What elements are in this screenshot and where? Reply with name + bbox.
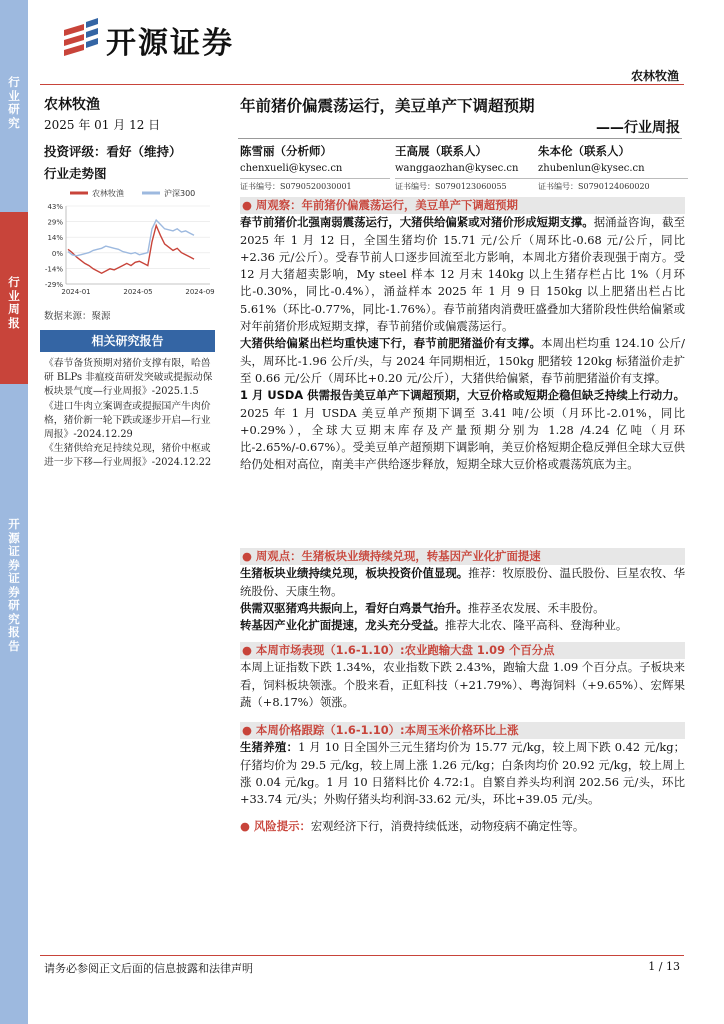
analyst-email[interactable]: chenxueli@kysec.cn bbox=[240, 163, 343, 174]
side-strip-bottom bbox=[0, 384, 28, 1024]
section-heading-text: 本周价格跟踪（1.6-1.10）:本周玉米价格环比上涨 bbox=[255, 723, 519, 737]
paragraph-text: 推荐圣农发展、禾丰股份。 bbox=[467, 600, 605, 615]
y-tick-label: 0% bbox=[51, 249, 63, 258]
y-tick-label: 29% bbox=[47, 218, 63, 227]
trend-title: 行业走势图 bbox=[44, 166, 107, 181]
trend-chart-svg bbox=[40, 186, 215, 306]
risk-text: 宏观经济下行，消费持续低迷，动物疫病不确定性等。 bbox=[310, 819, 585, 833]
paragraph-lead: 转基因产业化扩面提速，龙头充分受益。 bbox=[240, 618, 446, 633]
series-line bbox=[68, 220, 194, 256]
analyst-card bbox=[395, 143, 545, 192]
brand-logo bbox=[62, 16, 292, 66]
paragraph-lead: 生猪板块业绩持续兑现，板块投资价值显现。 bbox=[240, 566, 469, 581]
section-heading-text: 周观察：年前猪价偏震荡运行，美豆单产下调超预期 bbox=[255, 198, 518, 212]
legend-label: 沪深300 bbox=[164, 189, 196, 198]
analyst-name: 陈雪丽（分析师） bbox=[240, 144, 332, 158]
x-tick-label: 2024-09 bbox=[185, 288, 215, 296]
paragraph bbox=[240, 214, 685, 335]
paragraph bbox=[240, 387, 685, 473]
brand-name: 开源证券 bbox=[106, 26, 234, 61]
side-label-weekly: 行业周报 bbox=[8, 275, 20, 330]
section-heading: ● 本周价格跟踪（1.6-1.10）:本周玉米价格环比上涨 bbox=[240, 722, 685, 739]
paragraph-lead: 生猪养殖： bbox=[240, 740, 299, 755]
analyst-card bbox=[240, 143, 390, 192]
paragraph-text: 据涌益咨询，截至 2025 年 1 月 12 日，全国生猪均价 15.71 元/公斤（周环比-0.68 元/公斤，同比+2.36 元/公斤）。受春节前人口逐步回流至北方影响，本周北方猪价表现强于南方。受 12 月大猪超卖影响，My steel 样本 12 月末 140kg 以上生猪存栏占比 1%（月环比-0.30%，同比-0.4%），涌益样本 2025 年 1 月 9 日 150kg 以上肥猪出栏占比 5.61%（环比-0.77%，同比-1.76%）。春节前猪肉消费旺盛叠加大猪阶段性供给偏紧或对年前猪价形成短期支撑，春节前猪价或偏震荡运行。 bbox=[240, 215, 685, 334]
report-title: 年前猪价偏震荡运行，美豆单产下调超预期 bbox=[240, 97, 535, 115]
paragraph-lead: 1 月 USDA 供需报告美豆单产下调超预期，大豆价格或短期企稳但缺乏持续上行动力。 bbox=[240, 388, 685, 403]
legend-label: 农林牧渔 bbox=[92, 189, 124, 198]
analyst-card bbox=[538, 143, 688, 192]
paragraph-text: 2025 年 1 月 USDA 美豆单产预期下调至 3.41 吨/公顷（月环比-2.01%，同比+0.29%），全球大豆期末库存及产量预期分别为 1.28 /4.24 亿吨（月环比-2.65%/-0.67%）。受美豆单产超预期下调影响，美豆价格短期企稳反弹但全球大豆供给仍处相对高位，南美丰产供给逐步释放，短期全球大豆价格或震荡筑底为主。 bbox=[240, 405, 685, 472]
series-line bbox=[68, 226, 194, 274]
y-tick-label: 14% bbox=[47, 234, 63, 243]
paragraph-text: 推荐大北农、隆平高科、登海种业。 bbox=[445, 618, 628, 633]
paragraph bbox=[240, 739, 685, 808]
related-report-link[interactable]: 《春节备货预期对猪价支撑有限，哈兽研 BLPs 非瘟疫苗研发突破或提振动保板块景气度—行业周报》-2025.1.5 bbox=[44, 358, 213, 398]
y-tick-label: 43% bbox=[47, 203, 63, 211]
paragraph-lead: 春节前猪价北强南弱震荡运行，大猪供给偏紧或对猪价形成短期支撑。 bbox=[240, 215, 594, 230]
section-price-tracking bbox=[240, 722, 685, 808]
paragraph bbox=[240, 617, 685, 634]
section-heading-text: 本周市场表现（1.6-1.10）:农业跑输大盘 1.09 个百分点 bbox=[255, 643, 555, 657]
report-date: 2025 年 01 月 12 日 bbox=[44, 118, 161, 132]
x-tick-label: 2024-01 bbox=[61, 288, 91, 296]
sector-label: 农林牧渔 bbox=[44, 97, 100, 113]
section-weekly-view bbox=[240, 548, 685, 634]
side-label-brand: 开源证券 证券研究报告 bbox=[8, 517, 20, 653]
section-heading-text: 周观点：生猪板块业绩持续兑现，转基因产业化扩面提速 bbox=[255, 549, 541, 563]
y-tick-label: -29% bbox=[44, 281, 63, 289]
analyst-cert: 证书编号：S0790123060055 bbox=[395, 178, 545, 192]
footer-divider bbox=[40, 955, 684, 956]
related-reports-title: 相关研究报告 bbox=[40, 330, 215, 352]
paragraph bbox=[240, 818, 685, 835]
page-number: 1 / 13 bbox=[648, 960, 680, 973]
section-market-performance bbox=[240, 642, 685, 711]
header-divider bbox=[40, 84, 684, 85]
paragraph bbox=[240, 335, 685, 387]
related-report-link[interactable]: 《进口牛肉立案调查或提振国产牛肉价格，猪价新一轮下跌或逐步开启—行业周报》-2024.12.29 bbox=[44, 400, 211, 441]
section-heading: ● 周观察：年前猪价偏震荡运行，美豆单产下调超预期 bbox=[240, 197, 685, 214]
related-report-link[interactable]: 《生猪供给充足持续兑现，猪价中枢或进一步下移—行业周报》-2024.12.22 bbox=[44, 443, 212, 469]
report-subtitle: ——行业周报 bbox=[596, 120, 680, 136]
paragraph-text: 本周出栏均重 124.10 公斤/头，周环比-1.96 公斤/头，与 2024 年同期相近，150kg 肥猪较 120kg 标猪溢价走扩至 0.66 元/公斤（周环比+0.20 元/公斤），大猪供给偏紧，春节前肥猪溢价有支撑。 bbox=[240, 336, 685, 385]
y-tick-label: -14% bbox=[44, 265, 63, 274]
paragraph bbox=[240, 600, 685, 617]
brand-logo-icon bbox=[62, 16, 102, 62]
side-strip bbox=[0, 0, 28, 1024]
paragraph-text: 推荐：牧原股份、温氏股份、巨星农牧、华统股份、天康生物。 bbox=[240, 566, 685, 598]
section-weekly-observation bbox=[240, 197, 685, 474]
risk-dot: ● bbox=[240, 819, 254, 833]
x-tick-label: 2024-05 bbox=[123, 288, 153, 296]
analyst-cert: 证书编号：S0790124060020 bbox=[538, 178, 688, 192]
risk-heading: 风险提示： bbox=[253, 819, 311, 833]
paragraph-text: 1 月 10 日全国外三元生猪均价为 15.77 元/kg，较上周下跌 0.42 元/kg；仔猪均价为 29.5 元/kg，较上周上涨 1.26 元/kg；白条肉均价 20.92 元/kg，较上周上涨 0.04 元/kg。1 月 10 日猪料比价 4.72:1。自繁自养头均利润 202.56 元/头，环比+33.74 元/头；外购仔猪头均利润-33.62 元/头，环比+39.05 元/头。 bbox=[240, 740, 685, 807]
data-source: 数据来源：聚源 bbox=[44, 311, 111, 322]
paragraph-lead: 供需双驱猪鸡共振向上，看好白鸡景气抬升。 bbox=[240, 600, 468, 615]
analyst-name: 朱本伦（联系人） bbox=[538, 144, 630, 158]
analyst-email[interactable]: wanggaozhan@kysec.cn bbox=[395, 163, 519, 174]
paragraph-lead: 大猪供给偏紧出栏均重快速下行，春节前肥猪溢价有支撑。 bbox=[240, 336, 542, 351]
footer-disclaimer: 请务必参阅正文后面的信息披露和法律声明 bbox=[44, 962, 253, 975]
section-heading: ● 周观点：生猪板块业绩持续兑现，转基因产业化扩面提速 bbox=[240, 548, 685, 565]
title-divider bbox=[238, 138, 682, 139]
paragraph: 本周上证指数下跌 1.34%，农业指数下跌 2.43%，跑输大盘 1.09 个百分点。子板块来看，饲料板块领涨。个股来看，正虹科技（+21.79%）、粤海饲料（+9.65%）、宏辉果蔬（+8.17%）领涨。 bbox=[240, 660, 685, 709]
paragraph bbox=[240, 565, 685, 600]
analyst-name: 王高展（联系人） bbox=[395, 144, 487, 158]
related-reports-list bbox=[44, 357, 216, 471]
investment-rating: 投资评级：看好（维持） bbox=[44, 144, 182, 159]
analyst-email[interactable]: zhubenlun@kysec.cn bbox=[538, 163, 645, 174]
section-heading: ● 本周市场表现（1.6-1.10）:农业跑输大盘 1.09 个百分点 bbox=[240, 642, 685, 659]
trend-chart bbox=[40, 186, 215, 306]
analyst-cert: 证书编号：S0790520030001 bbox=[240, 178, 390, 192]
side-label-research: 行业研究 bbox=[8, 75, 20, 130]
header-sector-tag: 农林牧渔 bbox=[630, 69, 679, 83]
section-risk bbox=[240, 818, 685, 835]
